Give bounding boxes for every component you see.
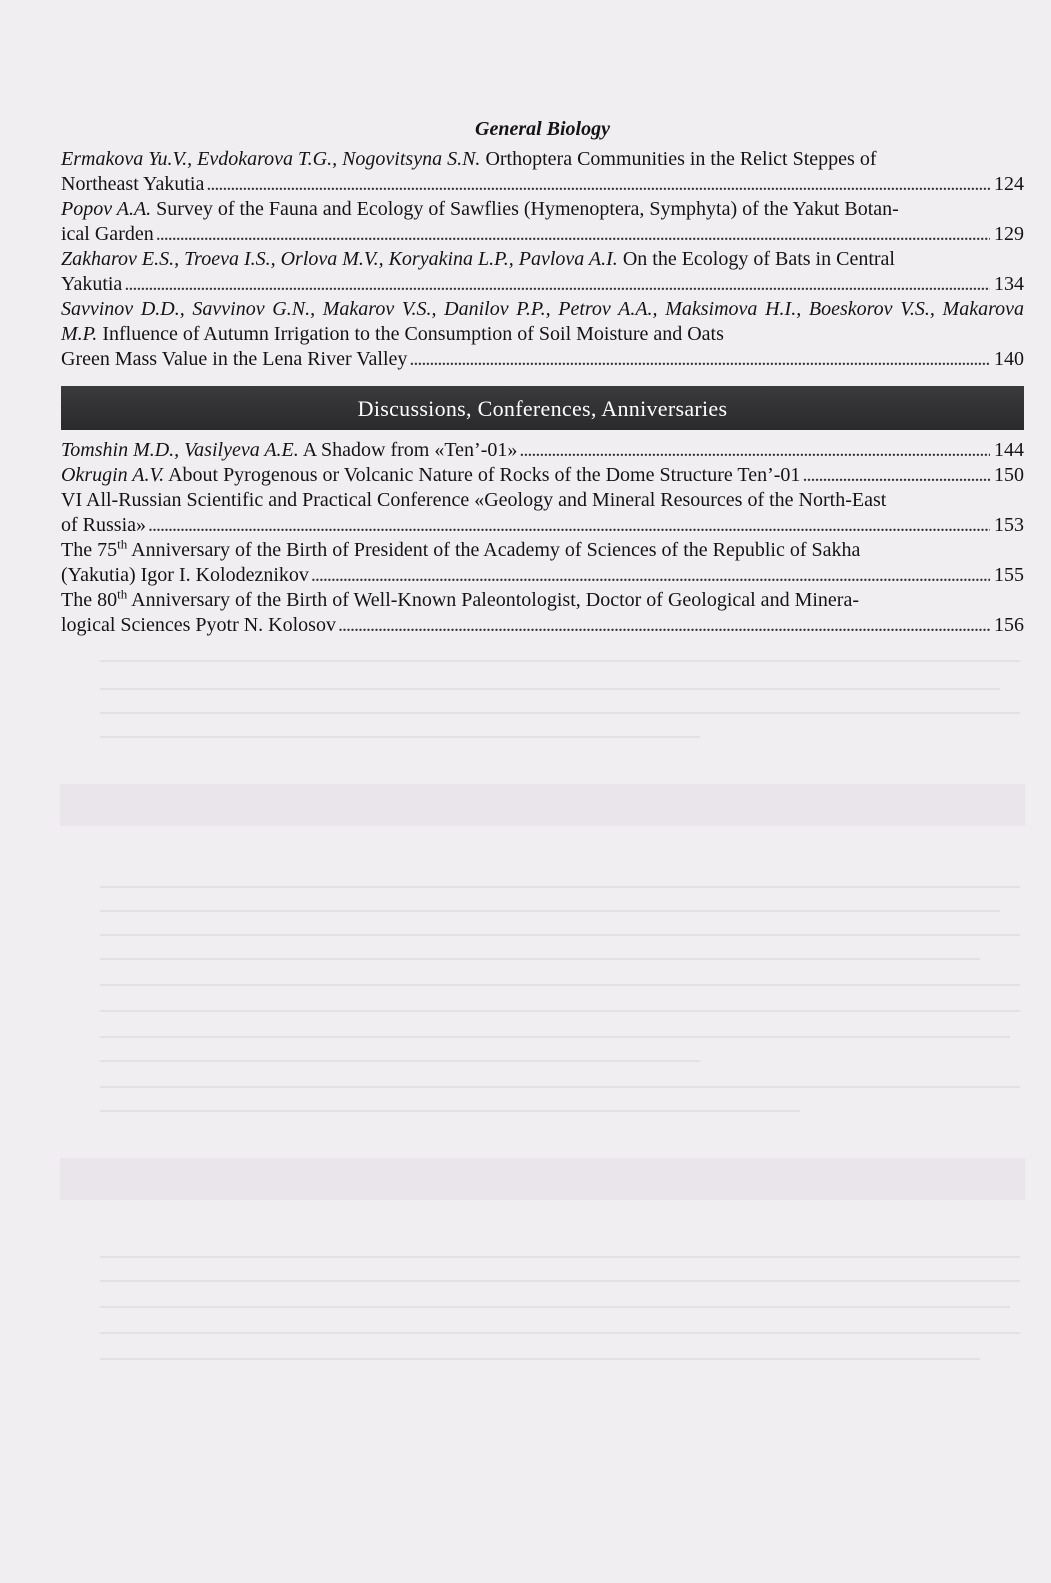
dot-leader: [206, 172, 990, 197]
entry-title-end: of Russia»: [61, 514, 146, 536]
page-number: 129: [994, 223, 1024, 245]
page-number: 155: [994, 564, 1024, 586]
ghost-line: [100, 934, 1020, 936]
ghost-line: [100, 1110, 800, 1112]
entry-title: The 80: [61, 589, 118, 611]
ghost-line: [100, 1010, 1020, 1012]
ghost-line: [100, 1036, 1010, 1038]
entry-title: Orthoptera Communities in the Relict Steppes of: [485, 148, 877, 170]
entry-title-end: (Yakutia) Igor I. Kolodeznikov: [61, 564, 309, 586]
entry-title-end: logical Sciences Pyotr N. Kolosov: [61, 614, 336, 636]
ghost-line: [100, 984, 1020, 986]
entry-title: About Pyrogenous or Volcanic Nature of Rocks of the Dome Structure Ten’-01: [168, 464, 801, 486]
ghost-line: [100, 1358, 980, 1360]
entry-authors: Popov A.A.: [61, 198, 152, 220]
ghost-line: [100, 660, 1020, 662]
entry-title-cont: Anniversary of the Birth of President of the Academy of Sciences of the Republic of Sakha: [131, 539, 861, 561]
ghost-line: [100, 958, 980, 960]
entry-title-end: Northeast Yakutia: [61, 173, 205, 195]
page-number: 150: [994, 464, 1024, 486]
ghost-line: [100, 1306, 1010, 1308]
ghost-line: [100, 1256, 1020, 1258]
ghost-banner: [60, 784, 1025, 826]
page-number: 140: [994, 348, 1024, 370]
toc-entry[interactable]: [61, 438, 1024, 463]
ghost-line: [100, 712, 1020, 714]
page-number: 156: [994, 614, 1024, 636]
entry-title: Survey of the Fauna and Ecology of Sawflies (Hymenoptera, Symphyta) of the Yakut Botan-: [156, 198, 899, 220]
ghost-line: [100, 736, 700, 738]
page-number: 144: [994, 439, 1024, 461]
ghost-line: [100, 688, 1000, 690]
ghost-line: [100, 1280, 1020, 1282]
page-number: 124: [994, 173, 1024, 195]
entry-authors: Savvinov D.D., Savvinov G.N., Makarov V.S., Danilov P.P., Petrov A.A., Maksimova H.I., Boeskorov V.S., Makarova M.P.: [61, 298, 1024, 345]
toc-entry[interactable]: [61, 147, 1024, 197]
ghost-line: [100, 1060, 700, 1062]
toc-entry[interactable]: [61, 488, 1024, 538]
ordinal-suffix: th: [117, 536, 128, 552]
entry-authors: Tomshin M.D., Vasilyeva A.E.: [61, 439, 299, 461]
table-of-contents: [61, 115, 1024, 638]
toc-entry[interactable]: [61, 297, 1024, 372]
entry-title-end: Green Mass Value in the Lena River Valley: [61, 348, 408, 370]
dot-leader: [124, 272, 990, 297]
ghost-banner: [60, 1158, 1025, 1200]
page-number: 153: [994, 514, 1024, 536]
dot-leader: [338, 613, 990, 638]
entry-title: VI All-Russian Scientific and Practical Conference «Geology and Mineral Resources of the North-East: [61, 489, 887, 511]
entry-title: Influence of Autumn Irrigation to the Consumption of Soil Moisture and Oats: [102, 323, 724, 345]
ghost-line: [100, 1086, 1020, 1088]
dot-leader: [519, 438, 990, 463]
entry-authors: Zakharov E.S., Troeva I.S., Orlova M.V., Koryakina L.P., Pavlova A.I.: [61, 248, 618, 270]
ghost-line: [100, 1332, 1020, 1334]
toc-entry[interactable]: [61, 197, 1024, 247]
toc-entry[interactable]: [61, 463, 1024, 488]
dot-leader: [311, 563, 990, 588]
ghost-line: [100, 886, 1020, 888]
entry-authors: Ermakova Yu.V., Evdokarova T.G., Nogovitsyna S.N.: [61, 148, 481, 170]
page-number: 134: [994, 273, 1024, 295]
entry-title: The 75: [61, 539, 118, 561]
dot-leader: [148, 513, 990, 538]
ghost-line: [100, 910, 1000, 912]
dot-leader: [802, 463, 990, 488]
entry-title: On the Ecology of Bats in Central: [622, 248, 895, 270]
ordinal-suffix: th: [117, 586, 128, 602]
section-banner-discussions: Discussions, Conferences, Anniversaries: [61, 386, 1024, 430]
toc-entry[interactable]: [61, 588, 1024, 638]
toc-entry[interactable]: [61, 538, 1024, 588]
dot-leader: [409, 347, 990, 372]
section-heading-general-biology: General Biology: [475, 118, 610, 140]
entry-title: A Shadow from «Ten’-01»: [302, 439, 518, 461]
entry-title-cont: Anniversary of the Birth of Well-Known Paleontologist, Doctor of Geological and Minera-: [131, 589, 859, 611]
entry-title-end: Yakutia: [61, 273, 123, 295]
dot-leader: [156, 222, 990, 247]
toc-entry[interactable]: [61, 247, 1024, 297]
entry-authors: Okrugin A.V.: [61, 464, 165, 486]
entry-title-end: ical Garden: [61, 223, 154, 245]
